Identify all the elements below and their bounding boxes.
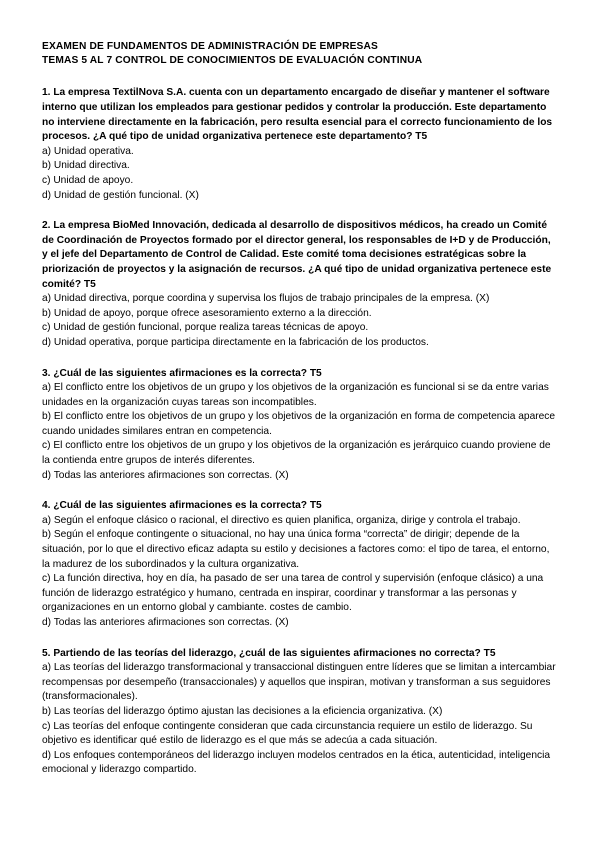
answer-option-b: b) Unidad directiva. [42, 160, 130, 172]
question-stem: 3. ¿Cuál de las siguientes afirmaciones es la correcta? T5 [42, 367, 322, 379]
answer-option-b: b) Según el enfoque contingente o situacional, no hay una única forma “correcta” de dirigir; depende de la situación, por lo que el directivo eficaz adapta su estilo y decisiones a factores como: el tipo de tarea, el entorno, la madurez de los subordinados y la cultura organizativa. [42, 529, 550, 570]
question-stem: 2. La empresa BioMed Innovación, dedicada al desarrollo de dispositivos médicos, ha creado un Comité de Coordinación de Proyectos formado por el director general, los responsables de I+D y de Producción, y el jefe del Departamento de Control de Calidad. Este comité toma decisiones estratégicas sobre la priorización de proyectos y la asignación de recursos. ¿A qué tipo de unidad organizativa pertenece este comité? T5 [42, 220, 552, 290]
question-2 [42, 219, 556, 350]
answer-option-d: d) Unidad operativa, porque participa directamente en la fabricación de los productos. [42, 336, 429, 348]
answer-option-c: c) Las teorías del enfoque contingente consideran que cada circunstancia requiere un estilo de liderazgo. Su objetivo es identificar qué estilo de liderazgo es el que más se adecúa a cada situación. [42, 720, 533, 747]
answer-option-d: d) Unidad de gestión funcional. (X) [42, 189, 199, 201]
exam-subtitle: TEMAS 5 AL 7 CONTROL DE CONOCIMIENTOS DE EVALUACIÓN CONTINUA [42, 55, 423, 67]
answer-option-d: d) Todas las anteriores afirmaciones son correctas. (X) [42, 617, 289, 628]
answer-option-b: b) Unidad de apoyo, porque ofrece asesoramiento externo a la dirección. [42, 307, 372, 319]
question-stem: 5. Partiendo de las teorías del liderazgo, ¿cuál de las siguientes afirmaciones no correcta? T5 [42, 647, 496, 659]
answer-option-a: a) Unidad operativa. [42, 145, 134, 157]
question-3 [42, 367, 556, 484]
exam-title: EXAMEN DE FUNDAMENTOS DE ADMINISTRACIÓN DE EMPRESAS [42, 41, 378, 52]
answer-option-a: a) Según el enfoque clásico o racional, el directivo es quien planifica, organiza, dirige y controla el trabajo. [42, 514, 521, 526]
answer-option-b: b) El conflicto entre los objetivos de un grupo y los objetivos de la organización en forma de competencia aparece cuando unidades similares entran en competencia. [42, 411, 556, 437]
answer-option-c: c) El conflicto entre los objetivos de un grupo y los objetivos de la organización es jerárquico cuando proviene de la contienda entre grupos de interés diferentes. [42, 440, 551, 467]
answer-option-a: a) El conflicto entre los objetivos de un grupo y los objetivos de la organización es funcional si se da entre varias unidades en la organización cuyas tareas son incompatibles. [42, 382, 549, 408]
answer-option-a: a) Unidad directiva, porque coordina y supervisa los flujos de trabajo principales de la empresa. (X) [42, 293, 490, 305]
answer-option-c: c) Unidad de apoyo. [42, 174, 134, 186]
answer-option-d: d) Los enfoques contemporáneos del liderazgo incluyen modelos centrados en la ética, autenticidad, inteligencia emocional y liderazgo compartido. [42, 749, 551, 776]
answer-option-a: a) Las teorías del liderazgo transformacional y transaccional distinguen entre líderes que se limitan a intercambiar recompensas por desempeño (transaccionales) y aquellos que inspiran, motivan y transforman a sus seguidores (transformacionales). [42, 662, 556, 703]
question-4 [42, 499, 556, 630]
answer-option-d: d) Todas las anteriores afirmaciones son correctas. (X) [42, 469, 289, 481]
question-5 [42, 647, 556, 778]
question-1 [42, 86, 556, 203]
answer-option-c: c) Unidad de gestión funcional, porque realiza tareas técnicas de apoyo. [42, 322, 369, 334]
exam-header [42, 40, 556, 68]
question-stem: 4. ¿Cuál de las siguientes afirmaciones es la correcta? T5 [42, 500, 322, 512]
answer-option-c: c) La función directiva, hoy en día, ha pasado de ser una tarea de control y supervisión (enfoque clásico) a una función de liderazgo estratégico y humano, centrada en inspirar, coordinar y transformar a las personas y organizaciones en un entorno global y cambiante. costes de cambio. [42, 573, 544, 614]
answer-option-b: b) Las teorías del liderazgo óptimo ajustan las decisiones a la eficiencia organizativa. (X) [42, 705, 443, 717]
question-stem: 1. La empresa TextilNova S.A. cuenta con un departamento encargado de diseñar y mantener el software interno que utilizan los empleados para gestionar pedidos y controlar la producción. Este departamento no interviene directamente en la fabricación, pero resulta esencial para el correcto funcionamiento de los procesos. ¿A qué tipo de unidad organizativa pertenece este departamento? T5 [42, 87, 553, 143]
